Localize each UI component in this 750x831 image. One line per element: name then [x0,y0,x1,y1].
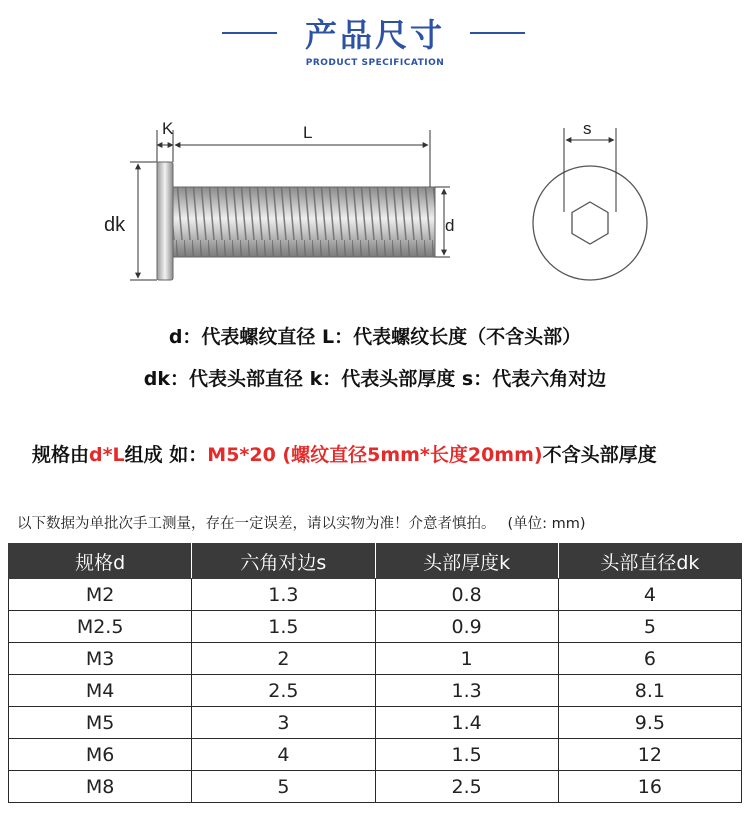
table-row [9,579,742,611]
cell-hex: 2.5 [192,675,375,707]
cell-head-thickness: 0.9 [375,611,558,643]
label-L: L [303,123,313,142]
table-row [9,771,742,803]
dimension-diagram [0,100,750,300]
header-rule-right [470,32,525,34]
cell-size: M2.5 [9,611,192,643]
spec-formula: d*L [89,444,125,466]
table-row [9,611,742,643]
cell-head-diameter: 8.1 [558,675,741,707]
cell-size: M8 [9,771,192,803]
header-head-thickness: 头部厚度k [375,544,558,579]
table-header-row [9,544,742,579]
cell-size: M4 [9,675,192,707]
table-row [9,675,742,707]
cell-head-thickness: 2.5 [375,771,558,803]
legend-line-2: dk：代表头部直径 k：代表头部厚度 s：代表六角对边 [143,368,607,390]
legend-line-1: d：代表螺纹直径 L：代表螺纹长度（不含头部） [168,326,582,348]
page-subtitle: PRODUCT SPECIFICATION [305,58,445,68]
label-d: d [445,216,455,235]
spec-middle: 组成 如： [124,444,208,466]
cell-head-thickness: 1.3 [375,675,558,707]
cell-hex: 5 [192,771,375,803]
measurement-note [17,512,586,533]
spec-prefix: 规格由 [32,444,90,466]
header-size: 规格d [9,544,192,579]
note-text: 以下数据为单批次手工测量，存在一定误差，请以实物为准！介意者慎拍。 [17,516,496,532]
cell-head-diameter: 9.5 [558,707,741,739]
cell-size: M2 [9,579,192,611]
cell-hex: 4 [192,739,375,771]
table-row [9,707,742,739]
cell-size: M5 [9,707,192,739]
label-dk: dk [104,214,126,236]
cell-head-diameter: 16 [558,771,741,803]
page-title: 产品尺寸 [304,16,445,54]
cell-head-diameter: 12 [558,739,741,771]
cell-head-thickness: 1.4 [375,707,558,739]
table-row [9,739,742,771]
spec-table [8,543,742,803]
cell-size: M3 [9,643,192,675]
cell-hex: 1.3 [192,579,375,611]
cell-hex: 2 [192,643,375,675]
table-row [9,643,742,675]
spec-format-line [32,440,657,467]
cell-size: M6 [9,739,192,771]
cell-head-diameter: 5 [558,611,741,643]
cell-head-thickness: 1 [375,643,558,675]
spec-example: M5*20 (螺纹直径5mm*长度20mm) [207,444,543,466]
cell-hex: 1.5 [192,611,375,643]
screw-side-view-icon [130,130,450,280]
note-unit: (单位: mm) [507,516,586,532]
header-hex: 六角对边s [192,544,375,579]
cell-head-diameter: 4 [558,579,741,611]
label-k: K [162,119,174,138]
cell-head-thickness: 0.8 [375,579,558,611]
header-head-diameter: 头部直径dk [558,544,741,579]
hex-socket-top-view-icon [533,128,647,280]
cell-head-diameter: 6 [558,643,741,675]
page-header [0,0,750,80]
label-s: s [583,119,592,138]
cell-hex: 3 [192,707,375,739]
cell-head-thickness: 1.5 [375,739,558,771]
spec-suffix: 不含头部厚度 [542,444,657,466]
